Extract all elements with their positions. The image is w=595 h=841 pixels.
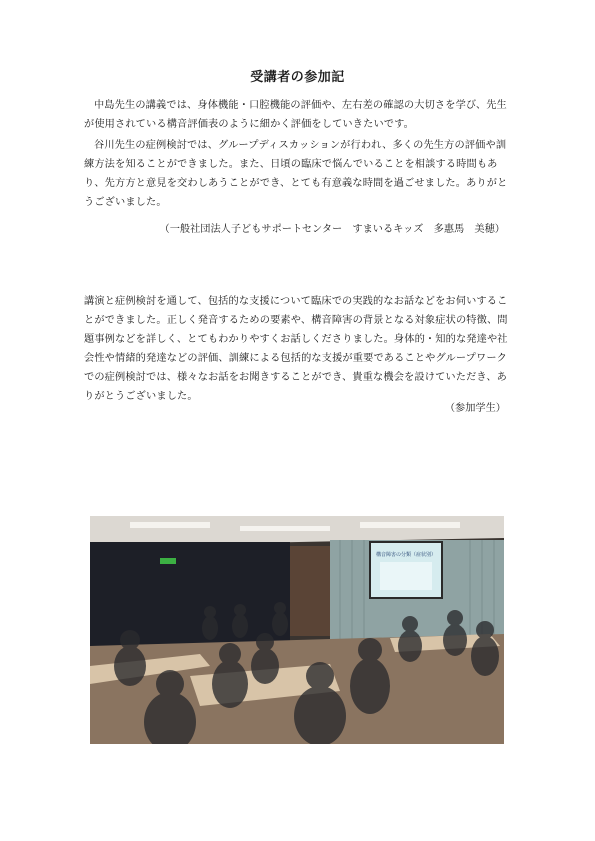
wood-paneling (290, 546, 330, 636)
exit-sign (160, 558, 176, 564)
seminar-photo (90, 516, 504, 744)
signature-student: （参加学生） (444, 403, 506, 414)
paragraph-case-study: 谷川先生の症例検討では、グループディスカッションが行われ、多くの先生方の評価や訓練方法を知ることができました。また、日頃の臨床で悩んでいることを相談する時間もあり、先方方と意見を交わしあうことができ、とても有意義な時間を過ごせました。ありがとうございました。 (84, 140, 508, 208)
seminar-room-illustration (90, 516, 504, 744)
screen-content (380, 562, 432, 590)
ceiling-light (130, 522, 210, 528)
ceiling-light (360, 522, 460, 528)
page-title: 受講者の参加記 (250, 70, 345, 85)
paragraph-lecture: 中島先生の講義では、身体機能・口腔機能の評価や、左右差の確認の大切さを学び、先生が使用されている構音評価表のように細かく評価をしていきたいです。 (84, 100, 507, 130)
screen-title: 構音障害の分類（症状別） (375, 552, 437, 558)
signature-attendee: （一般社団法人子どもサポートセンター すまいるキッズ 多惠馬 美穂） (159, 224, 505, 235)
paragraph-student: 講演と症例検討を通して、包括的な支援について臨床での実践的なお話などをお伺いすることができました。正しく発音するための要素や、構音障害の背景となる対象症状の特徴、問題事例などを詳しく、とてもわかりやすくお話しくださりました。身体的・知的な発達や社会性や情緒的発達などの評価、訓練による包括的な支援が重要であることやグループワークでの症例検討では、様々なお話をお聞きすることができ、貴重な機会を設けていただき、ありがとうございました。 (84, 296, 508, 402)
ceiling-light (240, 526, 330, 531)
